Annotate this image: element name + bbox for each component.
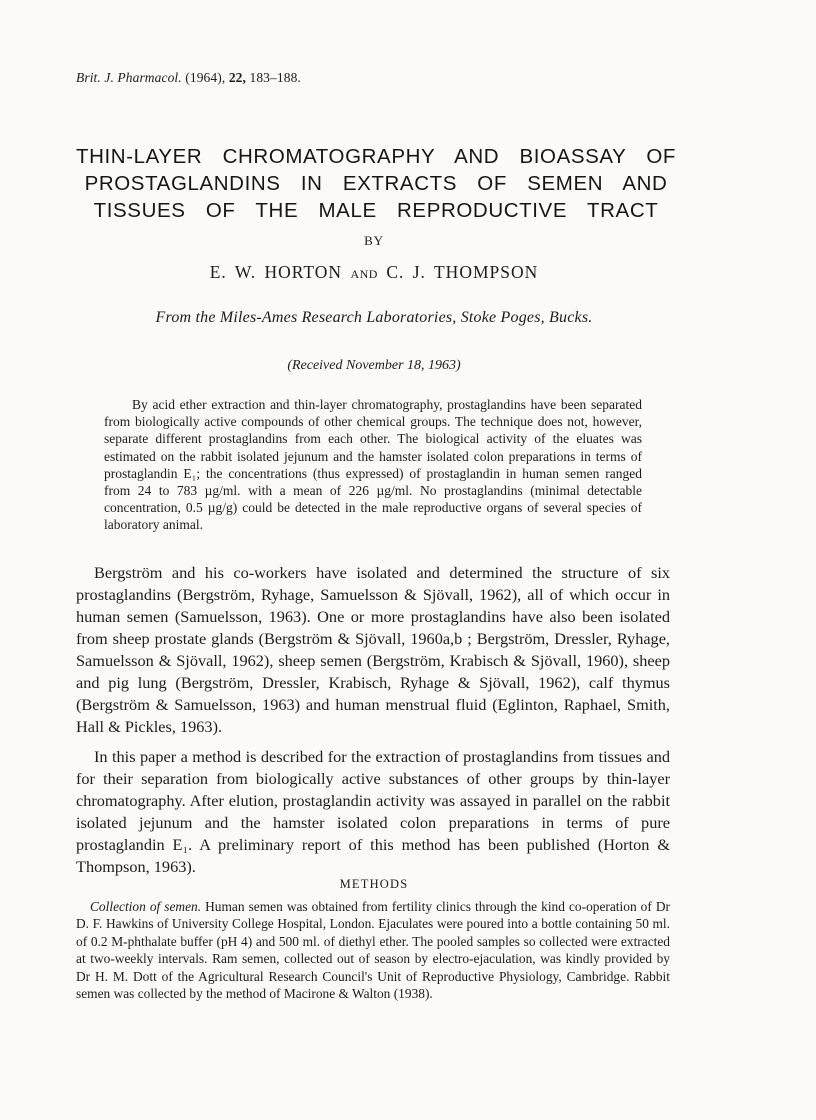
methods-text: Human semen was obtained from fertility clinics through the kind co-operation of Dr D. F. Hawkins of University College Hospital, London. Ejaculates were poured into a bottle containing 50 ml. of 0.2 M-phthalate buffer (pH 4) and 500 ml. of diethyl ether. The pooled samples so collected were extracted at two-weekly intervals. Ram semen, collected out of season by electro-ejaculation, was kindly provided by Dr H. M. Dott of the Agricultural Research Council's Unit of Reproductive Physiology, Cambridge. Rabbit semen was collected by the method of Macirone & Walton (1938). — [76, 899, 670, 1002]
abstract-text: By acid ether extraction and thin-layer chromatography, prostaglandins have been separated from biologically active compounds of other chemical groups. The technique does not, however, separate different prostaglandins from each other. The biological activity of the eluates was estimated on the rabbit isolated jejunum and the hamster isolated colon preparations in terms of prostaglandin E₁; the concentrations (thus expressed) of prostaglandin in human semen ranged from 24 to 783 µg/ml. with a mean of 226 µg/ml. No prostaglandins (minimal detectable concentration, 0.5 µg/g) could be detected in the male reproductive organs of several species of laboratory animal. — [104, 397, 642, 533]
article-title — [60, 143, 692, 224]
title-line-1: THIN-LAYER CHROMATOGRAPHY AND BIOASSAY OF — [75, 145, 677, 168]
methods-heading: METHODS — [339, 877, 409, 891]
intro-paragraph-1: Bergström and his co-workers have isolated and determined the structure of six prostaglandins (Bergström, Ryhage, Samuelsson & Sjövall, 1962), all of which occur in human semen (Samuelsson, 1963). One or more prostaglandins have also been isolated from sheep prostate glands (Bergström & Sjövall, 1960a,b ; Bergström, Dressler, Ryhage, Samuelsson & Sjövall, 1962), sheep semen (Bergström, Krabisch & Sjövall, 1960), sheep and pig lung (Bergström, Dressler, Krabisch, Ryhage & Sjövall, 1962), calf thymus (Bergström & Samuelsson, 1963) and human menstrual fluid (Eglinton, Raphael, Smith, Hall & Pickles, 1963). — [76, 563, 670, 736]
author-thompson: C. J. THOMPSON — [386, 262, 539, 282]
journal-pages: 183–188. — [249, 70, 301, 85]
title-line-3: TISSUES OF THE MALE REPRODUCTIVE TRACT — [93, 199, 659, 222]
journal-citation — [76, 70, 301, 86]
abstract — [104, 396, 642, 534]
byline-by: BY — [364, 233, 384, 248]
journal-name: Brit. J. Pharmacol. — [76, 70, 182, 85]
title-line-2: PROSTAGLANDINS IN EXTRACTS OF SEMEN AND — [84, 172, 668, 195]
methods-paragraph — [76, 898, 670, 1002]
methods-section — [76, 898, 670, 1002]
author-conjunction: AND — [350, 267, 378, 281]
author-list — [0, 262, 748, 283]
intro-paragraph-2: In this paper a method is described for the extraction of prostaglandins from tissues and for their separation from biologically active substances of other groups by thin-layer chromatography. After elution, prostaglandin activity was assayed in parallel on the rabbit isolated jejunum and the hamster isolated colon preparations in terms of pure prostaglandin E₁. A preliminary report of this method has been published (Horton & Thompson, 1963). — [76, 747, 670, 876]
author-horton: E. W. HORTON — [209, 262, 343, 282]
journal-volume: 22, — [228, 70, 246, 85]
affiliation: From the Miles-Ames Research Laboratories, Stoke Poges, Bucks. — [155, 309, 593, 326]
methods-subheading: Collection of semen. — [90, 899, 202, 914]
received-date: (Received November 18, 1963) — [287, 358, 461, 373]
journal-year: (1964), — [185, 70, 226, 85]
introduction — [76, 562, 670, 886]
